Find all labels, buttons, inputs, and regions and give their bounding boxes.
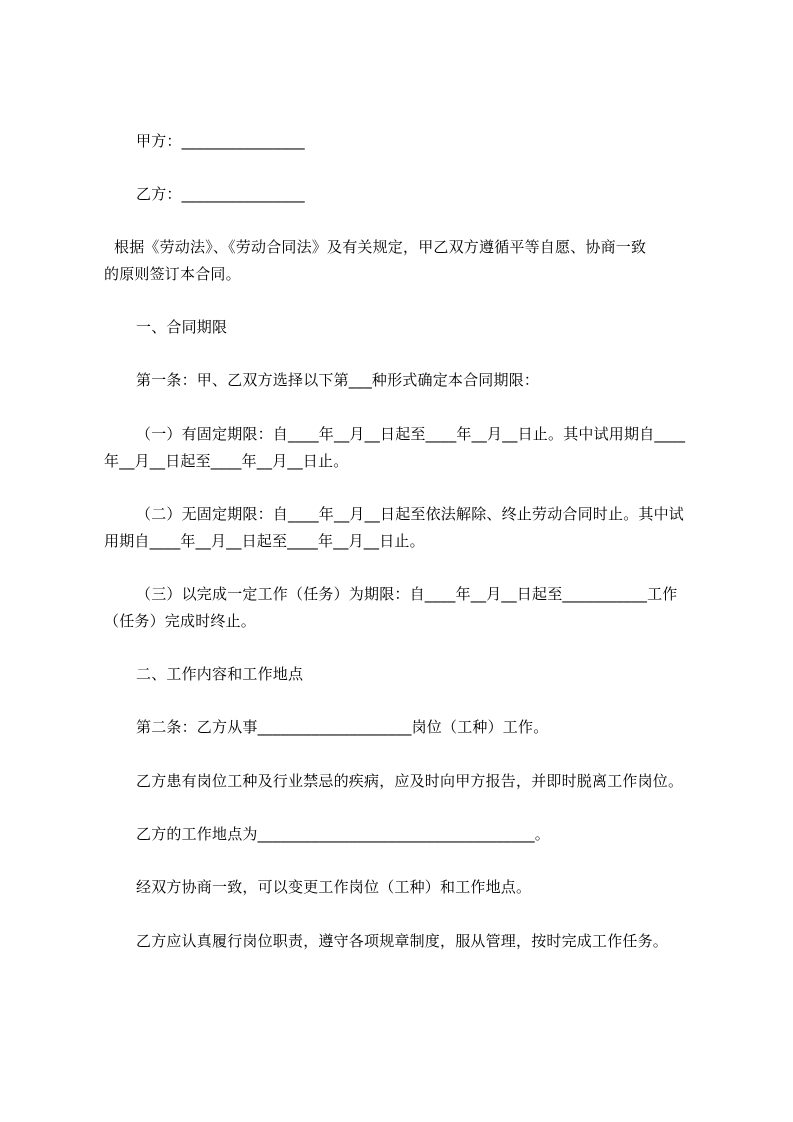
change-position-line: 经双方协商一致，可以变更工作岗位（工种）和工作地点。 [136, 878, 532, 896]
fixed-term-line-2: 年__月__日起至____年__月__日止。 [104, 452, 349, 470]
duty-line: 乙方应认真履行岗位职责，遵守各项规章制度，服从管理，按时完成工作任务。 [136, 932, 669, 950]
open-term-line-1: （二）无固定期限：自____年__月__日起至依法解除、终止劳动合同时止。其中试 [136, 505, 685, 523]
open-term-line-2: 用期自____年__月__日起至____年__月__日止。 [104, 532, 425, 550]
article-2-line: 第二条：乙方从事____________________岗位（工种）工作。 [136, 718, 549, 736]
intro-paragraph-line-1: 根据《劳动法》、《劳动合同法》及有关规定，甲乙双方遵循平等自愿、协商一致 [114, 238, 647, 256]
work-location-line: 乙方的工作地点为____________________________________。 [136, 825, 551, 843]
section-2-heading: 二、工作内容和工作地点 [136, 665, 304, 683]
section-1-heading: 一、合同期限 [136, 318, 228, 336]
intro-paragraph-line-2: 的原则签订本合同。 [104, 265, 241, 283]
task-term-line-2: （任务）完成时终止。 [104, 612, 257, 630]
health-report-line: 乙方患有岗位工种及行业禁忌的疾病，应及时向甲方报告，并即时脱离工作岗位。 [136, 772, 684, 790]
party-b-line: 乙方：________________ [136, 185, 305, 203]
article-1-line: 第一条：甲、乙双方选择以下第___种形式确定本合同期限： [136, 371, 540, 389]
task-term-line-1: （三）以完成一定工作（任务）为期限：自____年__月__日起至___________工作 [136, 585, 678, 603]
party-a-line: 甲方：________________ [136, 132, 305, 150]
fixed-term-line-1: （一）有固定期限：自____年__月__日起至____年__月__日止。其中试用期自____ [136, 425, 686, 443]
